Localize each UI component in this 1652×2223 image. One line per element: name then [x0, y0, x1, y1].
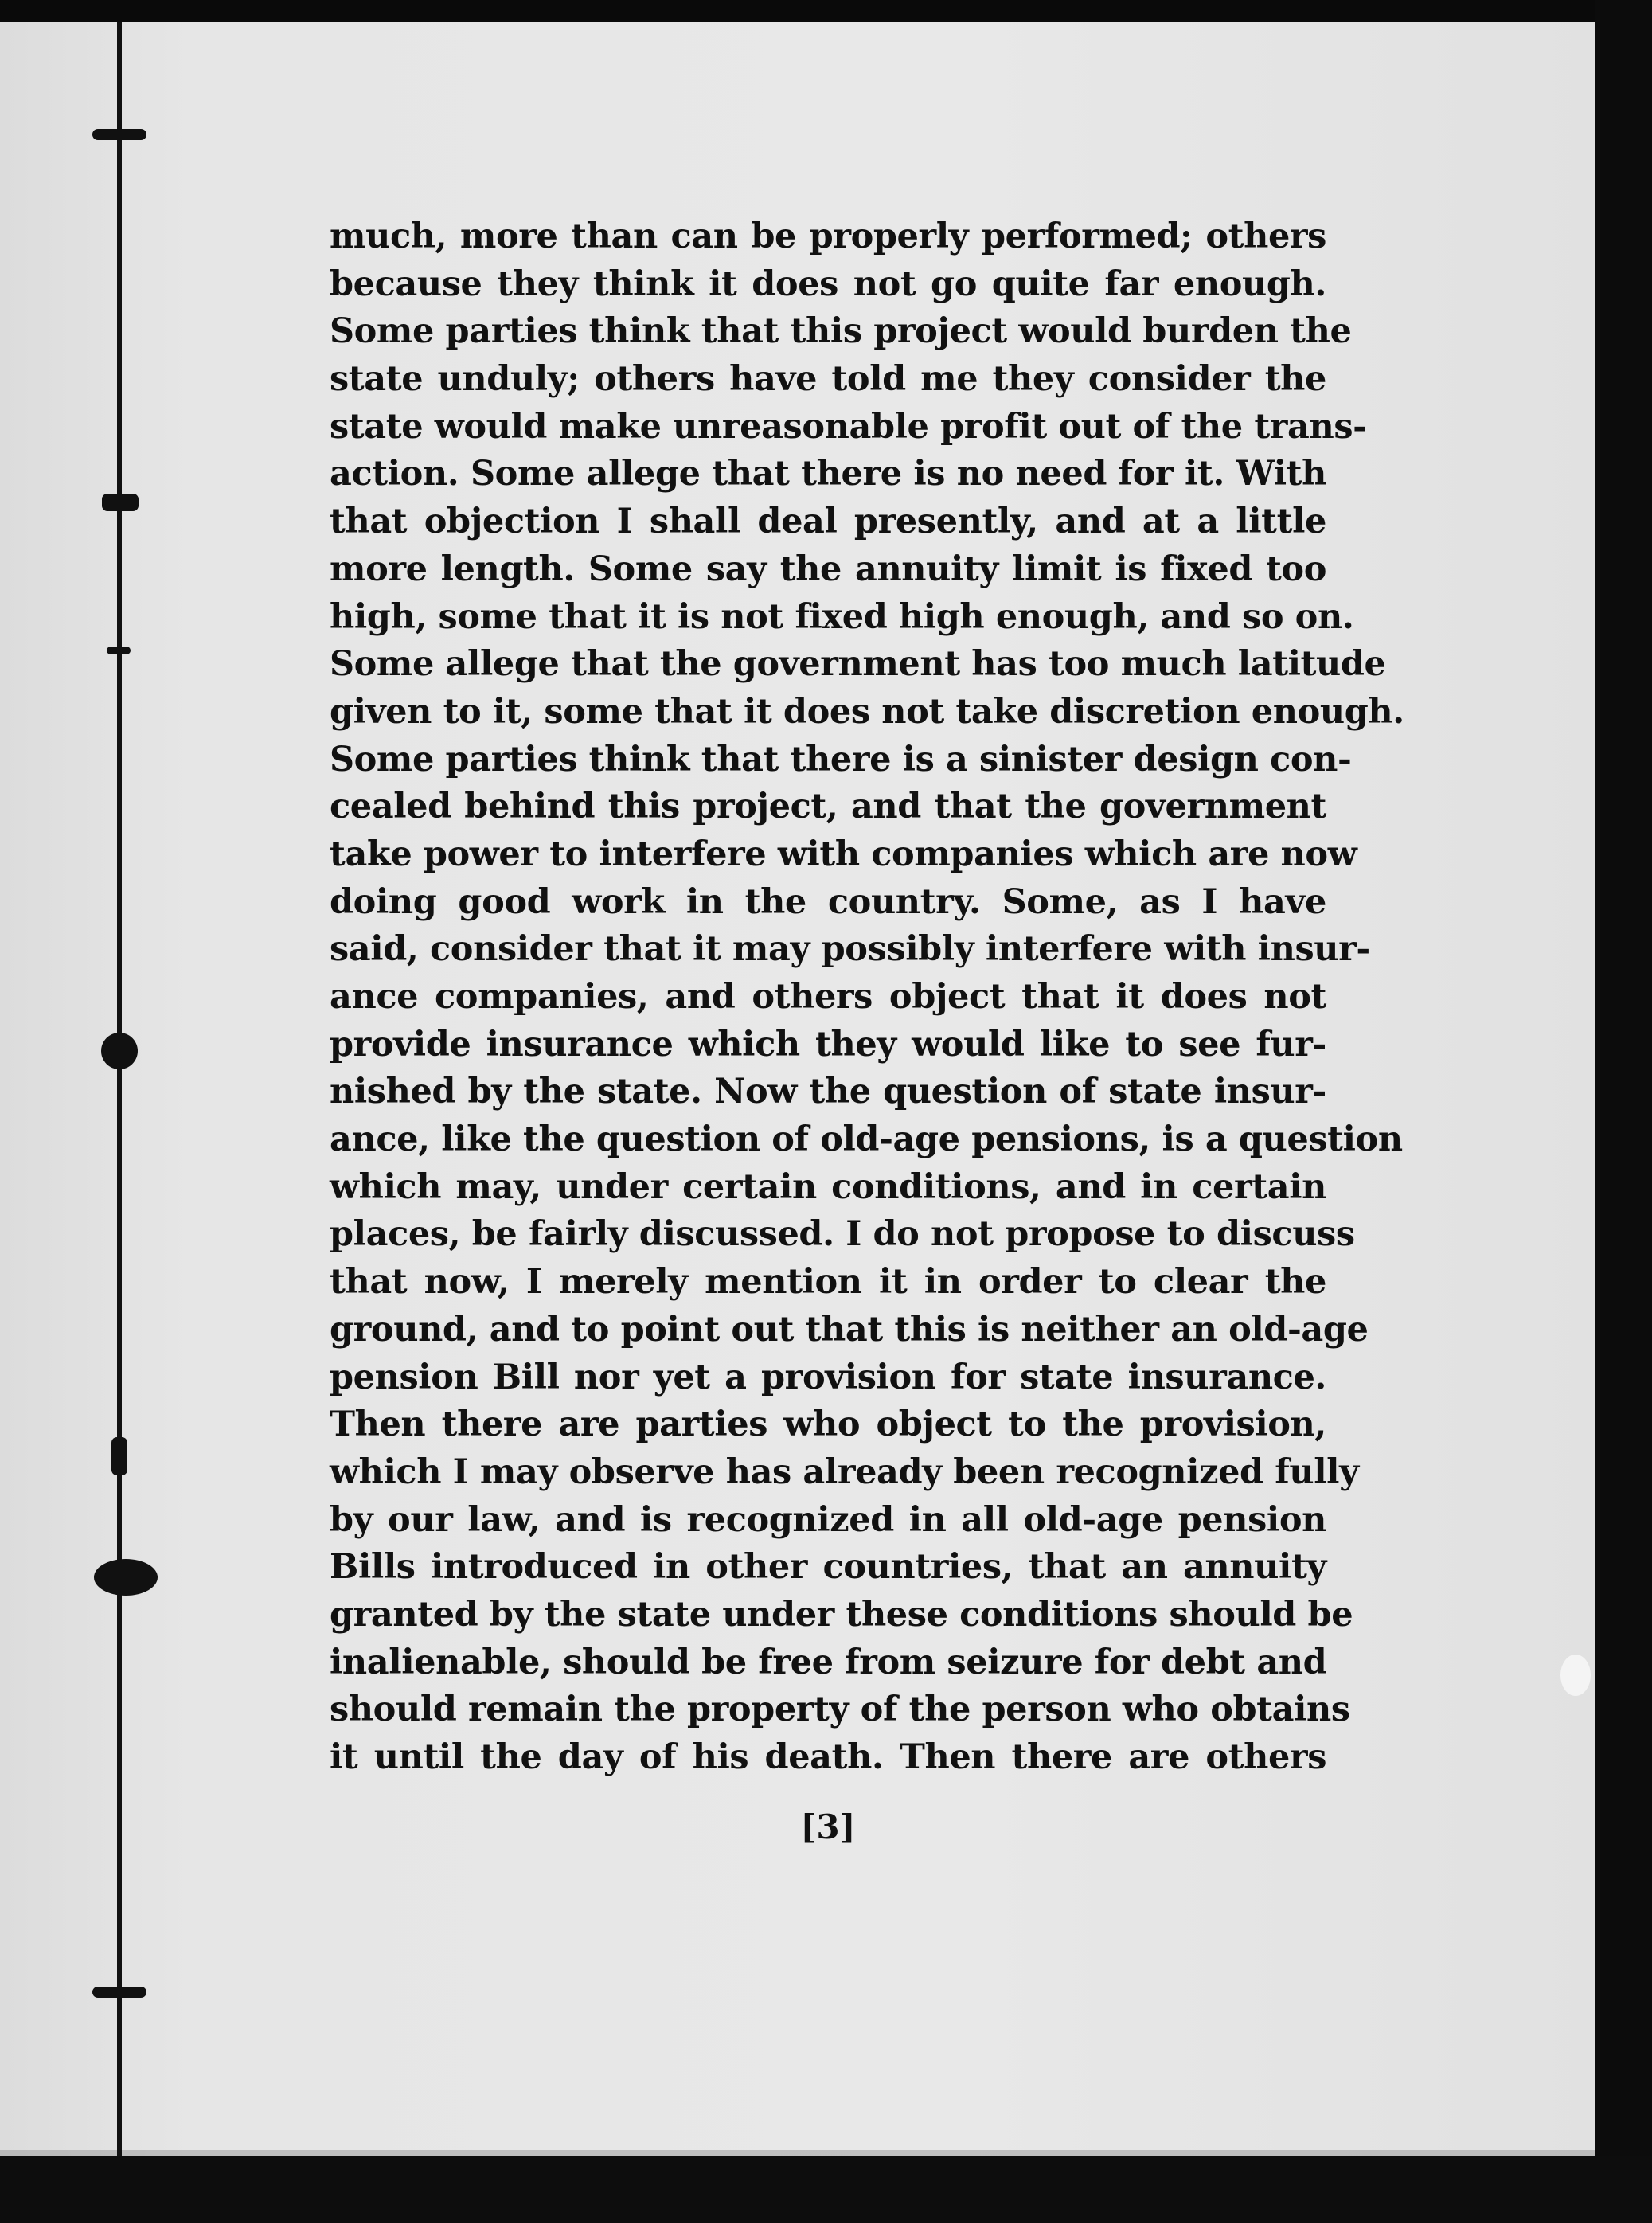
page-number: [3]: [800, 1807, 856, 1846]
text-line: ground, and to point out that this is neither an old-age: [330, 1309, 1369, 1350]
text-line: should remain the property of the person who obtains: [330, 1690, 1350, 1730]
text-line: high, some that it is not fixed high enough, and so on.: [330, 596, 1354, 637]
text-line: ance, like the question of old-age pensions, is a question: [330, 1119, 1403, 1160]
binding-mark: [92, 1987, 146, 1998]
text-line: nished by the state. Now the question of state insur-: [330, 1072, 1326, 1112]
text-line: pension Bill nor yet a provision for state insurance.: [330, 1357, 1326, 1397]
text-line: by our law, and is recognized in all old-age pension: [330, 1499, 1326, 1540]
scan-right-border: [1595, 0, 1652, 2223]
text-line: much, more than can be properly performed; others: [330, 217, 1326, 256]
text-line: provide insurance which they would like to see fur-: [330, 1024, 1326, 1065]
text-line: Bills introduced in other countries, that an annuity: [330, 1547, 1326, 1588]
binding-line: [117, 22, 122, 2156]
text-line: action. Some allege that there is no need for it. With: [330, 454, 1326, 494]
binding-mark: [92, 129, 146, 140]
scan-top-border: [0, 0, 1652, 24]
scan-bottom-border: [0, 2156, 1652, 2223]
text-line: Some allege that the government has too much latitude: [330, 644, 1386, 685]
binding-mark: [102, 494, 139, 511]
text-line: places, be fairly discussed. I do not propose to discuss: [330, 1214, 1355, 1255]
text-line: doing good work in the country. Some, as I have: [330, 881, 1326, 922]
text-line: Some parties think that this project would burden the: [330, 311, 1352, 352]
text-line: said, consider that it may possibly interfere with insur-: [330, 929, 1370, 970]
text-line: inalienable, should be free from seizure for debt and: [330, 1642, 1327, 1682]
binding-mark: [94, 1559, 158, 1596]
text-line: granted by the state under these conditions should be: [330, 1594, 1353, 1635]
text-line: take power to interfere with companies which are now: [330, 834, 1357, 874]
text-line: more length. Some say the annuity limit is fixed too: [330, 549, 1326, 589]
binding-mark: [101, 1033, 138, 1069]
text-line: cealed behind this project, and that the government: [330, 787, 1326, 827]
text-line: which may, under certain conditions, and in certain: [330, 1166, 1326, 1207]
scan-speck: [1560, 1655, 1591, 1696]
text-line: given to it, some that it does not take discretion enough.: [330, 691, 1404, 732]
text-line: because they think it does not go quite far enough.: [330, 264, 1326, 304]
text-line: Some parties think that there is a sinister design con-: [330, 739, 1352, 779]
text-line: ance companies, and others object that it does not: [330, 977, 1326, 1017]
text-line: that objection I shall deal presently, and at a little: [330, 502, 1326, 542]
text-line: that now, I merely mention it in order to clear the: [330, 1262, 1326, 1303]
text-line: which I may observe has already been recognized fully: [330, 1451, 1359, 1492]
text-line: state would make unreasonable profit out of the trans-: [330, 406, 1367, 447]
text-line: Then there are parties who object to the provision,: [330, 1405, 1326, 1445]
body-text: [330, 213, 1404, 1782]
binding-mark: [107, 647, 131, 654]
text-line: it until the day of his death. Then there are others: [330, 1737, 1326, 1777]
text-line: state unduly; others have told me they consider the: [330, 359, 1326, 400]
binding-mark: [111, 1437, 127, 1475]
